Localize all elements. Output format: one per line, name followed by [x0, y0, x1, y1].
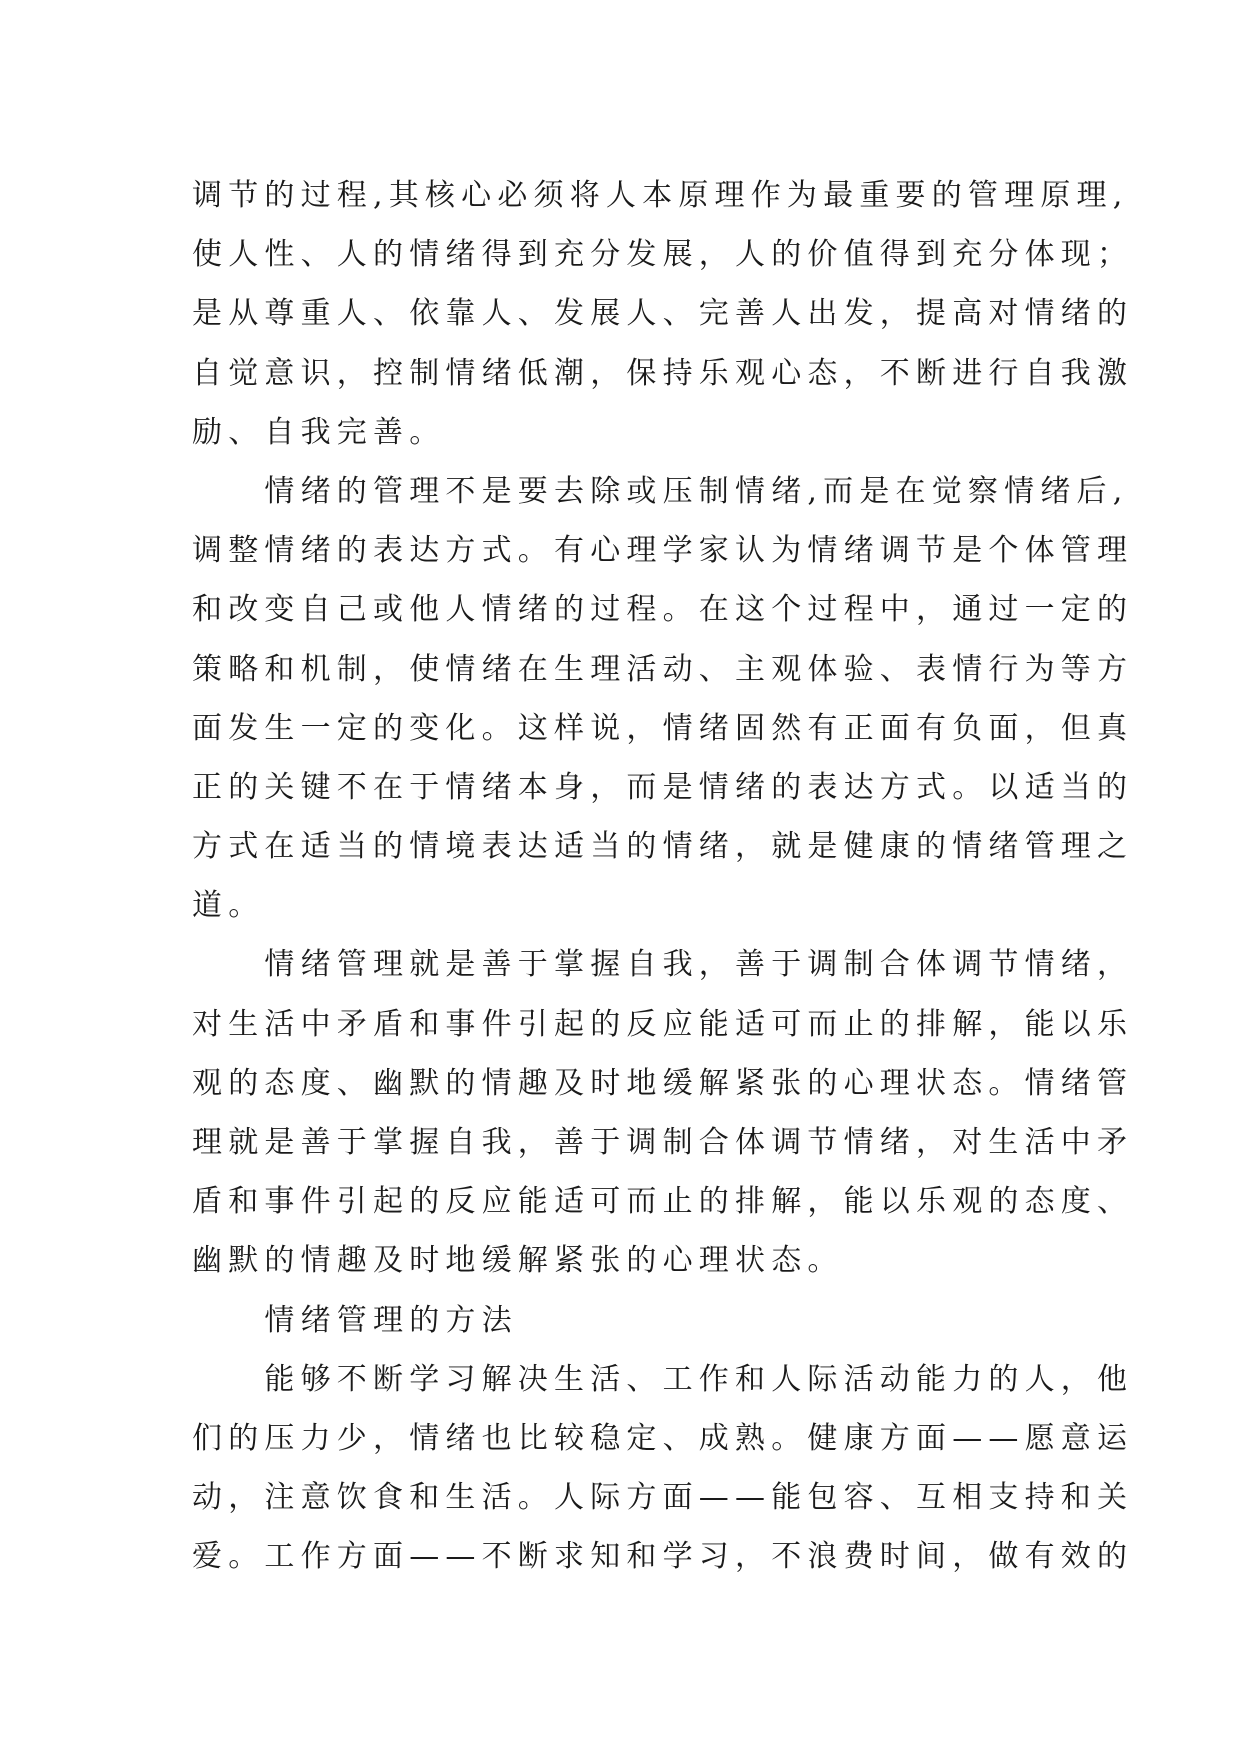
text-line: 情绪的管理不是要去除或压制情绪,而是在觉察情绪后, — [192, 473, 1129, 509]
text-line: 能够不断学习解决生活、工作和人际活动能力的人，他 — [192, 1361, 1134, 1397]
document-body — [192, 166, 1134, 1587]
text-line: 策略和机制，使情绪在生理活动、主观体验、表情行为等方 — [192, 651, 1134, 687]
text-line: 对生活中矛盾和事件引起的反应能适可而止的排解，能以乐 — [192, 1006, 1134, 1042]
text-line: 励、自我完善。 — [192, 414, 446, 450]
text-line: 和改变自己或他人情绪的过程。在这个过程中，通过一定的 — [192, 592, 1134, 628]
text-line: 爱。工作方面——不断求知和学习，不浪费时间，做有效的 — [192, 1539, 1134, 1575]
text-line: 方式在适当的情境表达适当的情绪，就是健康的情绪管理之 — [192, 829, 1134, 865]
text-line: 是从尊重人、依靠人、发展人、完善人出发，提高对情绪的 — [192, 296, 1134, 332]
text-line: 们的压力少，情绪也比较稳定、成熟。健康方面——愿意运 — [192, 1420, 1134, 1456]
text-line: 调节的过程,其核心必须将人本原理作为最重要的管理原理, — [192, 178, 1129, 213]
paragraph-1 — [192, 166, 1134, 462]
text-line: 使人性、人的情绪得到充分发展，人的价值得到充分体现； — [192, 237, 1134, 273]
paragraph-3 — [192, 935, 1134, 1290]
text-line: 正的关键不在于情绪本身，而是情绪的表达方式。以适当的 — [192, 769, 1134, 805]
text-line: 情绪管理就是善于掌握自我，善于调制合体调节情绪， — [192, 947, 1134, 983]
section-heading — [192, 1291, 1092, 1350]
text-line: 理就是善于掌握自我，善于调制合体调节情绪，对生活中矛 — [192, 1125, 1134, 1160]
text-line: 面发生一定的变化。这样说，情绪固然有正面有负面，但真 — [192, 710, 1134, 746]
text-line: 调整情绪的表达方式。有心理学家认为情绪调节是个体管理 — [192, 533, 1134, 569]
text-line: 自觉意识，控制情绪低潮，保持乐观心态，不断进行自我激 — [192, 355, 1134, 391]
text-line: 盾和事件引起的反应能适可而止的排解，能以乐观的态度、 — [192, 1184, 1134, 1220]
text-line: 幽默的情趣及时地缓解紧张的心理状态。 — [192, 1243, 844, 1279]
text-line: 动，注意饮食和生活。人际方面——能包容、互相支持和关 — [192, 1480, 1134, 1516]
paragraph-2 — [192, 462, 1134, 936]
text-line: 观的态度、幽默的情趣及时地缓解紧张的心理状态。情绪管 — [192, 1065, 1134, 1101]
heading-text: 情绪管理的方法 — [192, 1302, 518, 1338]
paragraph-4 — [192, 1350, 1134, 1587]
text-line: 道。 — [192, 888, 265, 924]
